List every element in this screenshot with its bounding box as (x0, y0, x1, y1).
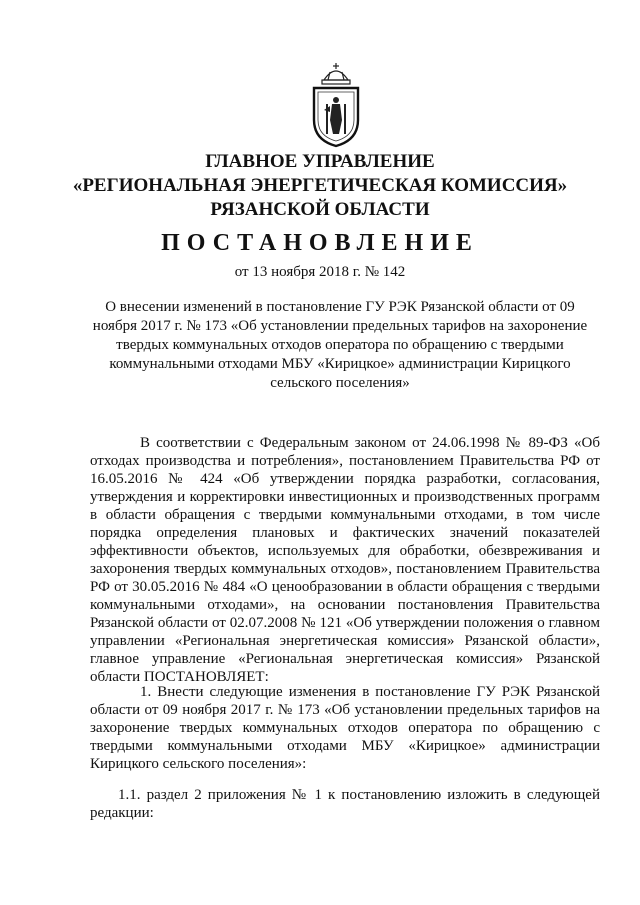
org-name-line-2: «РЕГИОНАЛЬНАЯ ЭНЕРГЕТИЧЕСКАЯ КОМИССИЯ» (72, 175, 568, 196)
org-name-line-3: РЯЗАНСКОЙ ОБЛАСТИ (210, 199, 430, 220)
coat-of-arms-icon (304, 60, 368, 150)
body-paragraph-item-1: 1. Внести следующие изменения в постановление ГУ РЭК Рязанской области от 09 ноября 2017 г. № 173 «Об установлении предельных тарифов на захоронение твердых коммунальных отходов оператора по обращению с твердыми коммунальными отходами МБУ «Кирицкое» администрации Кирицкого сельского поселения»: (90, 684, 600, 772)
body-paragraph-preamble: В соответствии с Федеральным законом от 24.06.1998 № 89-ФЗ «Об отходах производства и потребления», постановлением Правительства РФ от 16.05.2016 № 424 «Об утверждении порядка разработки, согласования, утверждения и корректировки инвестиционных и производственных программ в области обращения с твердыми коммунальными отходами, в том числе порядка определения плановых и фактических значений показателей эффективности объектов, используемых для обработки, обезвреживания и захоронения твердых коммунальных отходов», постановлением Правительства РФ от 30.05.2016 № 484 «О ценообразовании в области обращения с твердыми коммунальными отходами», на основании постановления Правительства Рязанской области от 02.07.2008 № 121 «Об утверждении положения о главном управлении «Региональная энергетическая комиссия» Рязанской области», главное управление «Региональная энергетическая комиссия» Рязанской области ПОСТАНОВЛЯЕТ: (90, 435, 600, 685)
body-paragraph-item-1-1: 1.1. раздел 2 приложения № 1 к постановлению изложить в следующей редакции: (90, 787, 600, 821)
document-date: от 13 ноября 2018 г. № 142 (234, 264, 406, 280)
org-name-line-1: ГЛАВНОЕ УПРАВЛЕНИЕ (205, 151, 435, 172)
document-subject: О внесении изменений в постановление ГУ РЭК Рязанской области от 09 ноября 2017 г. № 173 «Об установлении предельных тарифов на захоронение твердых коммунальных отходов оператора по обращению с твердыми коммунальными отходами МБУ «Кирицкое» администрации Кирицкого сельского поселения» (92, 299, 588, 391)
document-title: ПОСТАНОВЛЕНИЕ (161, 230, 479, 256)
